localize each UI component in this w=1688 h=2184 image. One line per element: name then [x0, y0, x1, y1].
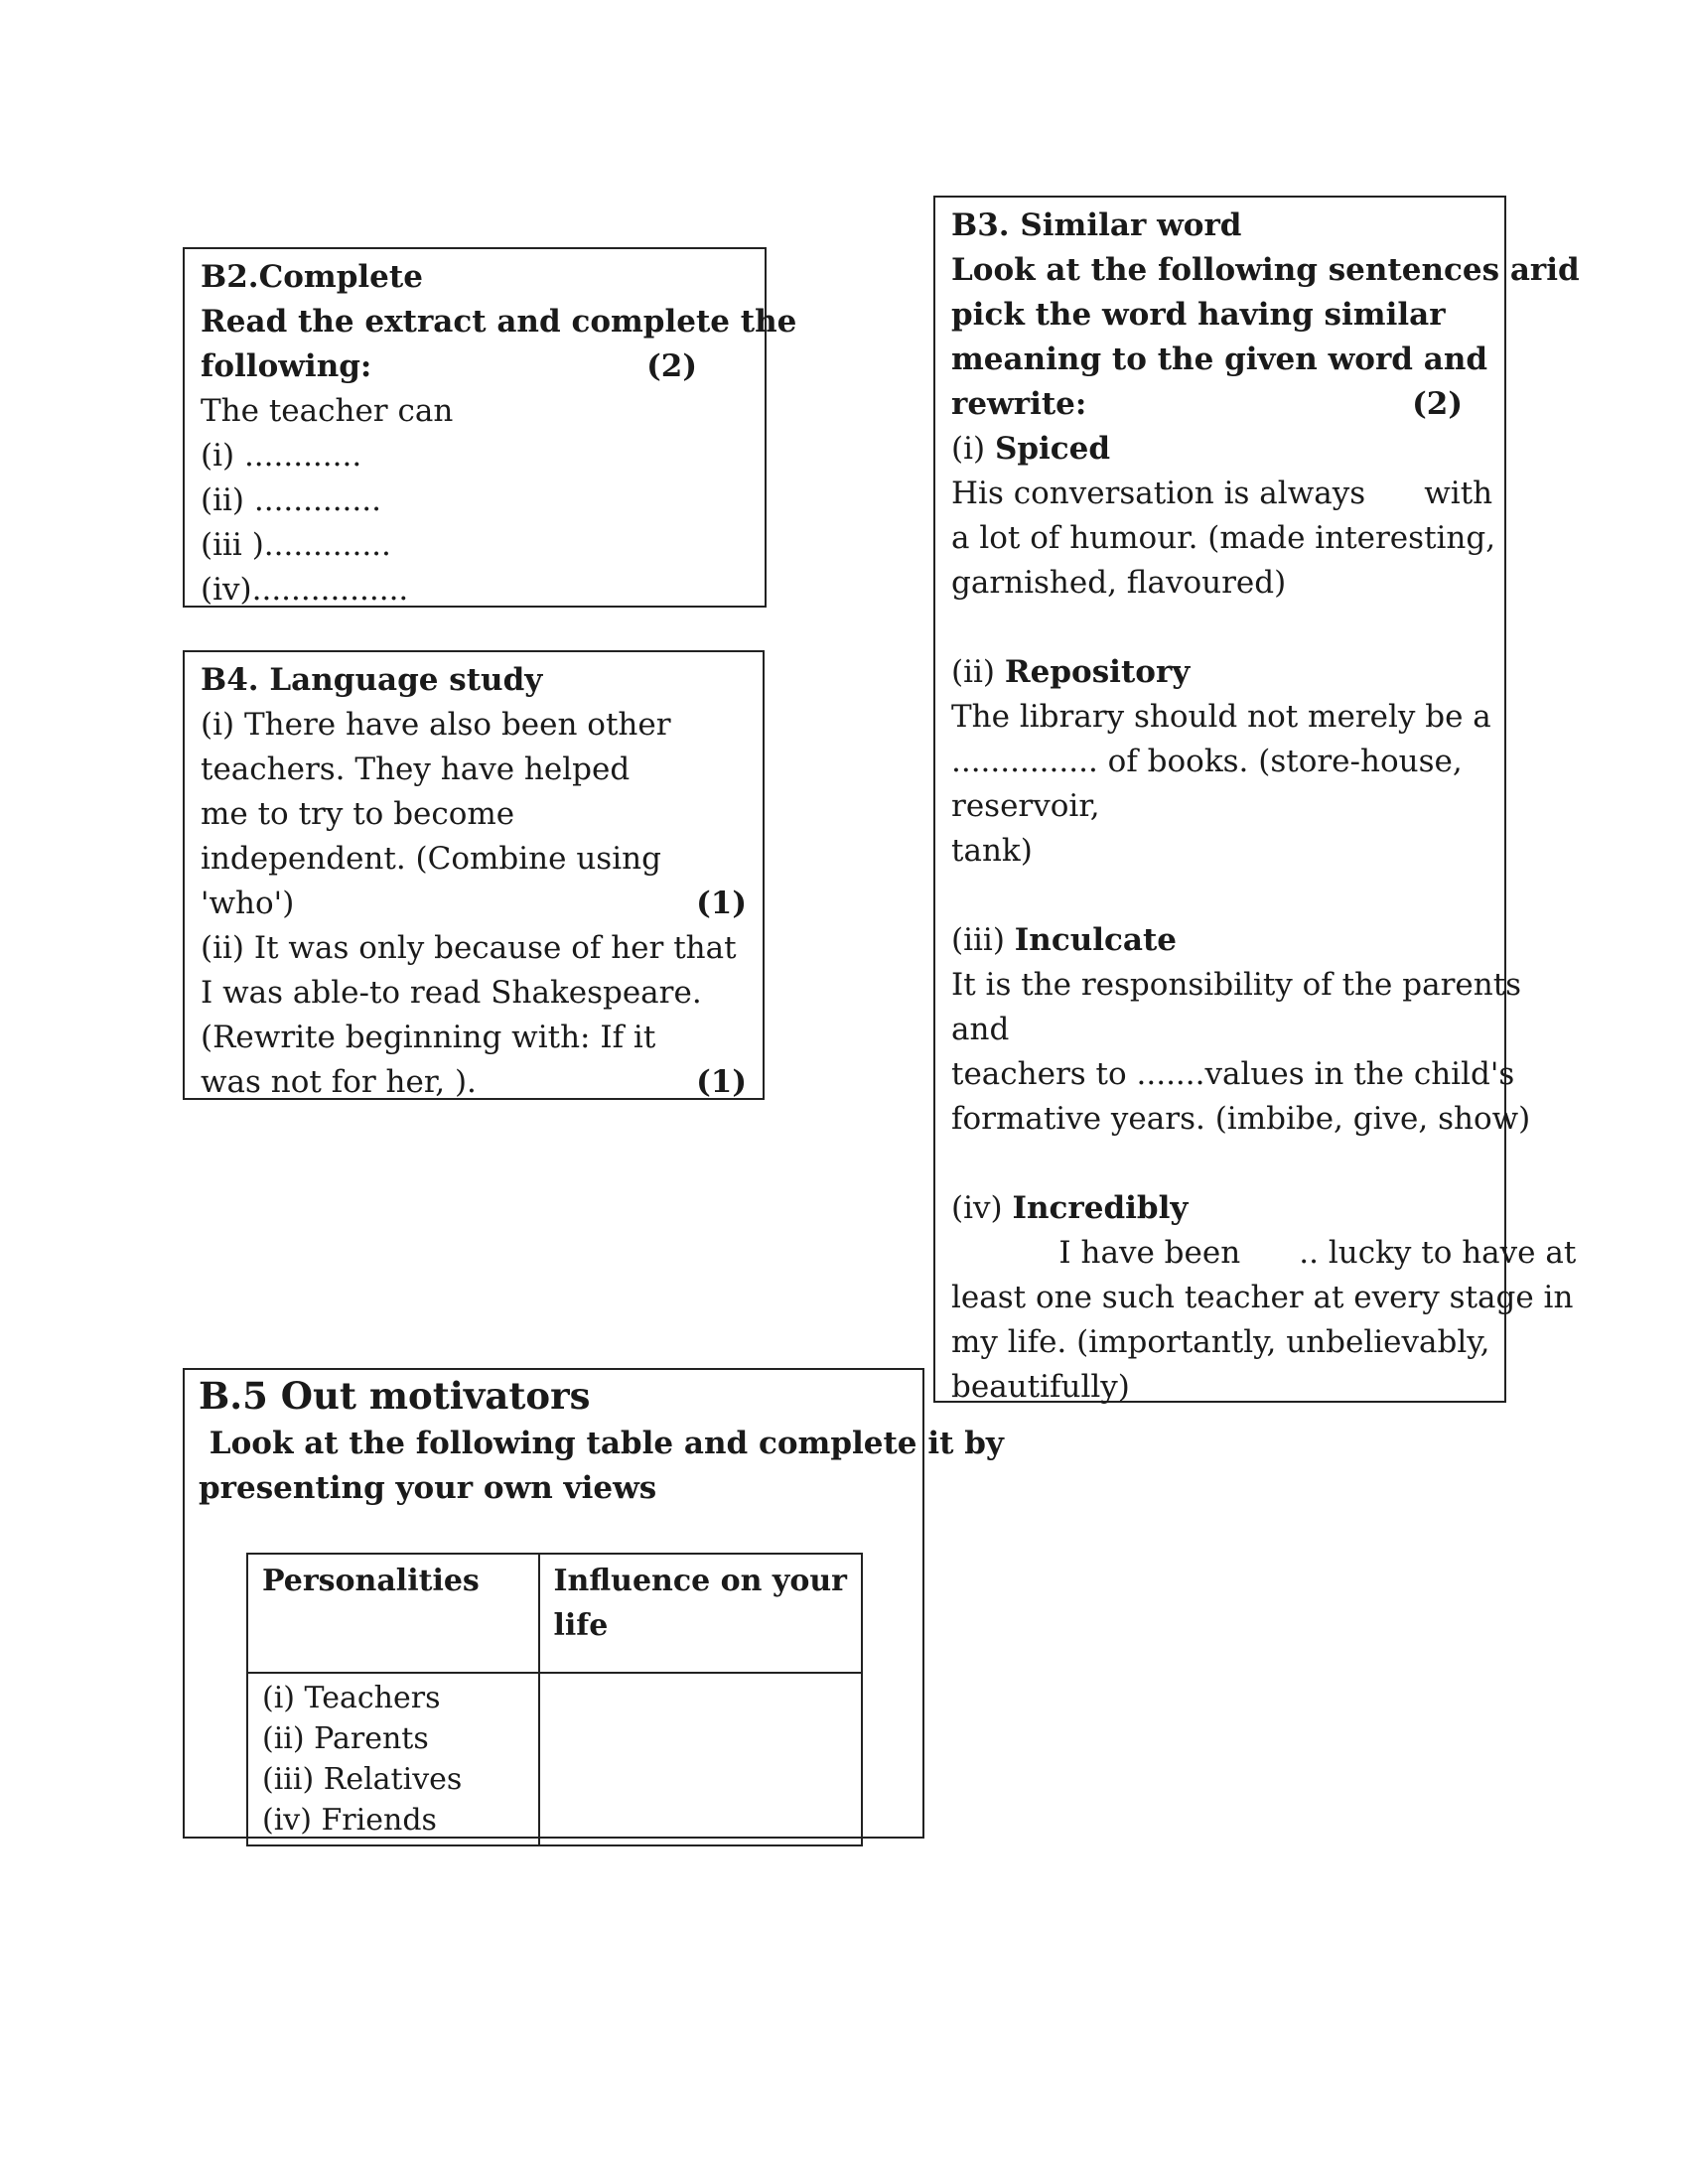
b3-item-line: It is the responsibility of the parents [951, 967, 1522, 1003]
b3-instruction-row [951, 382, 1488, 427]
b3-instruction: meaning to the given word and [951, 341, 1488, 377]
b5-instruction: Look at the following table and complete it by [199, 1426, 1004, 1461]
b3-item-word: Repository [1004, 654, 1191, 690]
b3-item-heading [951, 650, 1488, 695]
b2-instruction: Read the extract and complete the [201, 304, 797, 340]
b3-item-heading [951, 1186, 1488, 1231]
personality-item: (iv) Friends [262, 1803, 437, 1838]
b4-q1-line: teachers. They have helped [201, 751, 631, 787]
b3-item-line: a lot of humour. (made interesting, [951, 520, 1496, 556]
b2-item: (ii) ............. [201, 482, 381, 518]
b2-lead: The teacher can [201, 393, 454, 429]
b2-item: (iii )............. [201, 527, 391, 563]
b3-item-word: Inculcate [1014, 922, 1178, 958]
b2-instruction-end: following: [201, 348, 372, 384]
b4-q1-last: 'who') [201, 886, 295, 921]
influence-answer-cell[interactable] [539, 1673, 863, 1845]
b3-item-line: reservoir, [951, 788, 1100, 824]
b3-item-num: (i) [951, 431, 995, 467]
b3-item-line: least one such teacher at every stage in [951, 1280, 1574, 1315]
column-header-label: Influence on your [553, 1564, 847, 1598]
b3-similar-word-section [933, 196, 1580, 1405]
b4-language-study-section [183, 650, 765, 1100]
b2-complete-section [183, 247, 797, 608]
b5-out-motivators-section [183, 1368, 1004, 1839]
b4-q1-last-row [201, 882, 747, 926]
b2-item: (i) ............ [201, 438, 362, 474]
b3-item-line: tank) [951, 833, 1033, 869]
b3-item-line: and [951, 1012, 1010, 1047]
b3-item-line: garnished, flavoured) [951, 565, 1287, 601]
b3-item-num: (iv) [951, 1190, 1013, 1226]
b4-q2-line: (ii) It was only because of her that [201, 930, 737, 966]
b4-q1-line: (i) There have also been other [201, 707, 671, 743]
b2-item: (iv)................ [201, 572, 409, 608]
b3-item-line: beautifully) [951, 1369, 1130, 1405]
personality-item: (iii) Relatives [262, 1762, 463, 1797]
b5-instruction: presenting your own views [199, 1470, 657, 1506]
b3-item-line: His conversation is always with [951, 476, 1493, 511]
b3-item-line: The library should not merely be a [951, 699, 1491, 735]
b4-q2-line: I was able-to read Shakespeare. [201, 975, 702, 1011]
b4-q1-line: me to try to become [201, 796, 515, 832]
b4-q2-marks: (1) [696, 1064, 747, 1100]
b3-item-line: formative years. (imbibe, give, show) [951, 1101, 1531, 1137]
table-row [247, 1673, 862, 1845]
column-header-label: life [553, 1608, 609, 1643]
b4-q2-last: was not for her, ). [201, 1064, 477, 1100]
b4-q1-line: independent. (Combine using [201, 841, 661, 877]
b3-instruction-end: rewrite: [951, 386, 1087, 422]
b4-title: B4. Language study [201, 662, 543, 698]
column-header-personalities [247, 1554, 539, 1673]
b3-marks: (2) [1412, 386, 1463, 422]
personalities-cell [247, 1673, 539, 1845]
personality-item: (i) Teachers [262, 1681, 441, 1715]
b3-item-word: Spiced [994, 431, 1111, 467]
b3-item-heading [951, 918, 1488, 963]
b3-item-line: my life. (importantly, unbelievably, [951, 1324, 1490, 1360]
b3-item-line: ............... of books. (store-house, [951, 744, 1463, 779]
personality-item: (ii) Parents [262, 1721, 429, 1756]
column-header-label: Personalities [262, 1564, 480, 1598]
b3-item-num: (ii) [951, 654, 1005, 690]
b3-item-line: I have been .. lucky to have at [951, 1235, 1577, 1271]
b2-title: B2.Complete [201, 259, 423, 295]
b2-instruction-row [201, 344, 749, 389]
column-header-influence [539, 1554, 863, 1673]
b3-item-word: Incredibly [1012, 1190, 1189, 1226]
b3-item-num: (iii) [951, 922, 1015, 958]
motivators-table [246, 1553, 863, 1846]
b3-instruction: pick the word having similar [951, 297, 1446, 333]
b4-q2-line: (Rewrite beginning with: If it [201, 1020, 656, 1055]
b3-item-heading [951, 427, 1488, 472]
b4-q2-last-row [201, 1060, 747, 1105]
b4-q1-marks: (1) [696, 886, 747, 921]
table-header-row [247, 1554, 862, 1673]
b3-item-line: teachers to .......values in the child's [951, 1056, 1515, 1092]
b2-marks: (2) [646, 348, 697, 384]
b3-title: B3. Similar word [951, 207, 1242, 243]
b5-title: B.5 Out motivators [199, 1374, 591, 1418]
b3-instruction: Look at the following sentences arid [951, 252, 1580, 288]
